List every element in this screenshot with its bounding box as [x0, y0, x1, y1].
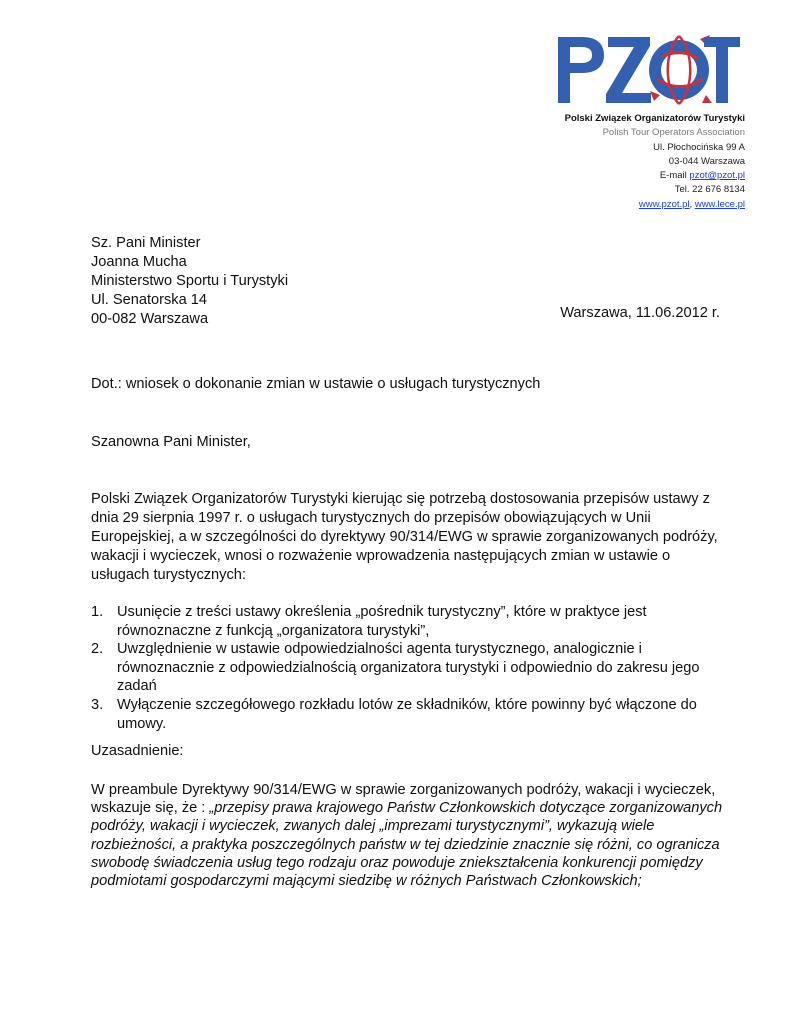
intro-paragraph: Polski Związek Organizatorów Turystyki kierując się potrzebą dostosowania przepisów ustawy z dnia 29 sierpnia 1997 r. o usługach turystycznych do przepisów obowiązujących w Unii Europejskiej, a w szczególności do dyrektywy 90/314/EWG w sprawie zorganizowanych podróży, wakacji i wycieczek, wnosi o rozważenie wprowadzenia następujących zmian w ustawie o usługach turystycznych: — [91, 491, 718, 583]
list-number: 1. — [91, 604, 104, 620]
requests-list — [91, 603, 721, 733]
letter-date: Warszawa, 11.06.2012 r. — [560, 305, 720, 321]
list-number: 3. — [91, 696, 104, 713]
recipient-line: Ministerstwo Sportu i Turystyki — [91, 273, 289, 289]
org-name-en: Polish Tour Operators Association — [602, 127, 745, 139]
letter-greeting: Szanowna Pani Minister, — [91, 434, 251, 450]
organization-info — [565, 112, 745, 212]
preamble-quote: „przepisy prawa krajowego Państw Członkowskich dotyczące zorganizowanych podróży, wakacji i wycieczek, zwanych dalej „imprezami turystycznymi”, wykazują wiele rozbieżności, a praktyka poszczególnych państw w tej dziedzinie znacznie się różni, co ogranicza swobodę świadczenia usług tego rodzaju oraz powoduje zniekształcenia konkurencji pomiędzy podmiotami gospodarczymi mającymi siedzibę w różnych Państwach Członkowskich; — [91, 800, 723, 890]
org-phone: Tel. 22 676 8134 — [674, 184, 745, 196]
recipient-line: Ul. Senatorska 14 — [91, 292, 208, 308]
website-separator: , — [689, 198, 695, 210]
list-text: Uwzględnienie w ustawie odpowiedzialności agenta turystycznego, analogicznie i równoznacznie z odpowiedzialnością organizatora turystyki i odpowiednio do zakresu jego zadań — [117, 641, 700, 695]
recipient-line: 00-082 Warszawa — [91, 311, 209, 327]
org-name-pl: Polski Związek Organizatorów Turystyki — [564, 113, 745, 124]
preamble-paragraph — [91, 781, 731, 890]
org-city: 03-044 Warszawa — [668, 155, 745, 167]
list-text: Wyłączenie szczegółowego rozkładu lotów ze składników, które powinny być włączone do umowy. — [117, 696, 697, 732]
org-email-line — [565, 169, 745, 183]
recipient-address — [91, 234, 288, 329]
letter-subject: Dot.: wniosek o dokonanie zmian w ustawie o usługach turystycznych — [91, 376, 541, 392]
pzot-logo — [554, 33, 740, 107]
email-label: E-mail — [659, 170, 690, 182]
list-item — [91, 696, 721, 733]
list-number: 2. — [91, 641, 104, 658]
org-street: Ul. Płochocińska 99 A — [653, 141, 745, 153]
website-link-lece[interactable]: www.lece.pl — [694, 198, 745, 210]
recipient-line: Joanna Mucha — [91, 254, 187, 270]
list-item — [91, 640, 721, 696]
list-item — [91, 603, 721, 640]
email-link[interactable]: pzot@pzot.pl — [689, 170, 745, 182]
recipient-line: Sz. Pani Minister — [91, 235, 201, 251]
preamble-plain: W preambule Dyrektywy 90/314/EWG w sprawie zorganizowanych podróży, wakacji i wycieczek, wskazuje się, że : — [91, 782, 716, 817]
website-link-pzot[interactable]: www.pzot.pl — [638, 198, 690, 210]
justification-heading: Uzasadnienie: — [91, 743, 184, 759]
org-websites — [565, 198, 745, 212]
list-text: Usunięcie z treści ustawy określenia „pośrednik turystyczny”, które w praktyce jest równoznaczne z funkcją „organizatora turystyki”, — [117, 604, 647, 639]
